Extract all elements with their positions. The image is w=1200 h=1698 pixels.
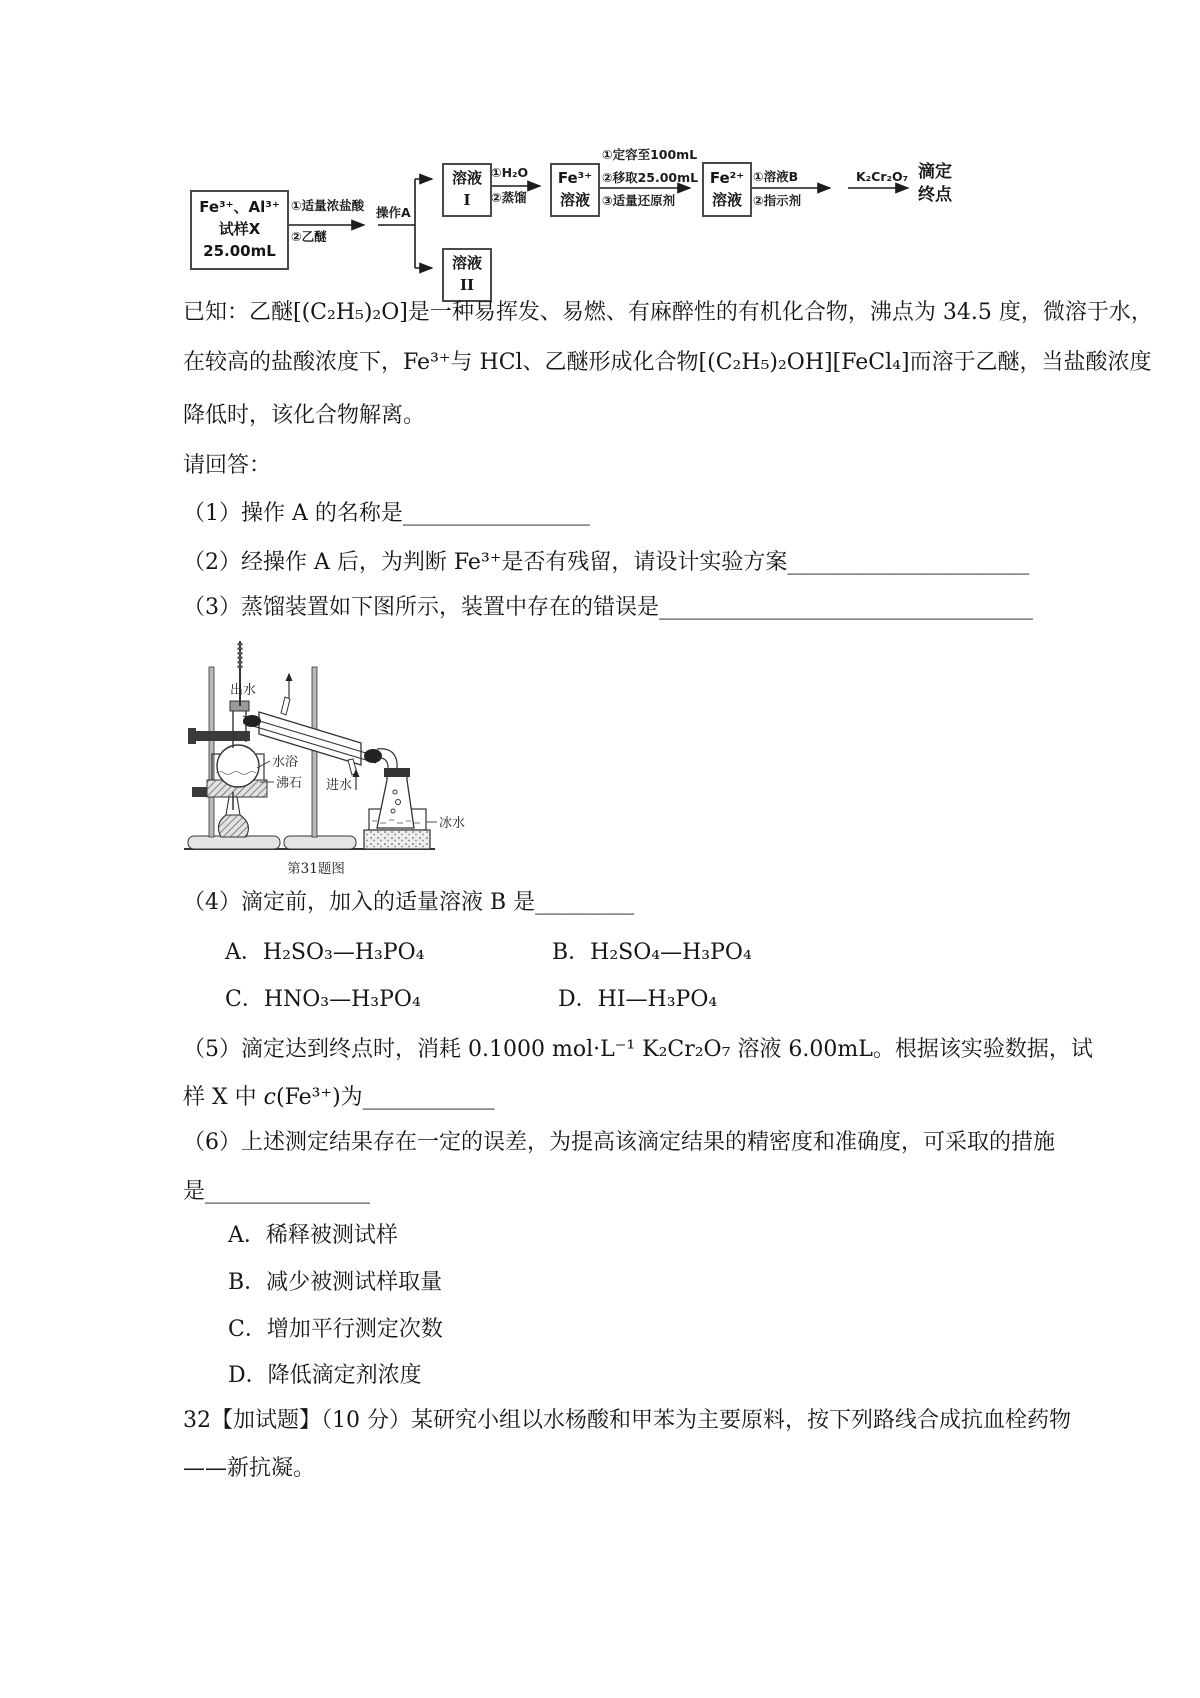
step4-label-below: ②指示剂 — [753, 193, 802, 208]
endpoint-line2: 终点 — [918, 184, 952, 205]
question-32-line1: 32【加试题】（10 分）某研究小组以水杨酸和甲苯为主要原料，按下列路线合成抗血栓药物 — [183, 1408, 1071, 1433]
intro-line3: 降低时，该化合物解离。 — [183, 403, 426, 428]
question-4-option-a: A．H₂SO₃—H₃PO₄ — [225, 940, 425, 965]
water-outlet-tube — [281, 697, 290, 715]
fe2-box-line2: 溶液 — [711, 190, 742, 209]
fe3-box-line1: Fe³⁺ — [557, 169, 593, 188]
question-4-option-c: C．HNO₃—H₃PO₄ — [225, 987, 421, 1012]
distillation-apparatus-svg — [180, 632, 480, 882]
endpoint-line1: 滴定 — [918, 162, 952, 182]
answer-prompt: 请回答： — [183, 453, 272, 478]
fe2-box-line1: Fe²⁺ — [709, 168, 745, 187]
solution1-numeral: I — [463, 191, 471, 209]
sample-box-line2: 试样X — [218, 220, 261, 239]
solution1-label: 溶液 — [451, 169, 482, 188]
question-5-line2 — [183, 1084, 495, 1112]
titration-endpoint-label — [918, 161, 952, 207]
conical-flask-stopper — [384, 768, 410, 777]
fe3-solution-box — [550, 163, 600, 217]
question-6-line1: （6）上述测定结果存在一定的误差，为提高该滴定结果的精密度和准确度，可采取的措施 — [183, 1130, 1056, 1155]
solution2-box — [442, 248, 492, 302]
operation-a-label: 操作A — [376, 205, 411, 220]
step4-label-above: ①溶液B — [753, 169, 799, 184]
step1-label-above: ①适量浓盐酸 — [291, 198, 365, 213]
solution2-label: 溶液 — [451, 254, 482, 273]
water-bath-label: 水浴 — [272, 755, 299, 770]
round-bottom-flask — [217, 745, 259, 787]
solution1-box — [442, 163, 492, 217]
question-6-line2: 是_______________ — [183, 1179, 371, 1204]
question-4-stem: （4）滴定前，加入的适量溶液 B 是_________ — [183, 890, 635, 915]
in-water-label: 进水 — [325, 778, 352, 793]
q5-line2-post: (Fe³⁺)为____________ — [275, 1085, 495, 1110]
question-6-option-d: D．降低滴定剂浓度 — [228, 1363, 422, 1388]
left-stand-rod — [209, 667, 214, 837]
sample-box-line1: Fe³⁺、Al³⁺ — [199, 198, 280, 217]
question-6-option-a: A．稀释被测试样 — [228, 1223, 398, 1248]
step5-label: K₂Cr₂O₇ — [856, 169, 909, 184]
q5-line2-pre: 样 X 中 — [183, 1085, 264, 1110]
conical-flask — [377, 772, 414, 828]
step3-label-2: ②移取25.00mL — [602, 170, 699, 185]
upper-clamp — [193, 731, 250, 741]
step2-label-above: ①H₂O — [491, 165, 529, 180]
figure-caption: 第31题图 — [287, 861, 345, 877]
question-5-line1: （5）滴定达到终点时，消耗 0.1000 mol·L⁻¹ K₂Cr₂O₇ 溶液 6.00mL。根据该实验数据，试 — [183, 1037, 1093, 1062]
fe2-solution-box — [702, 162, 752, 217]
question-1: （1）操作 A 的名称是_________________ — [183, 501, 590, 526]
question-6-option-c: C．增加平行测定次数 — [228, 1317, 443, 1342]
question-32-line2: ——新抗凝。 — [183, 1456, 316, 1481]
question-4-option-d: D．HI—H₃PO₄ — [558, 987, 718, 1012]
out-water-label: 出水 — [229, 683, 256, 698]
solution2-numeral: II — [459, 276, 475, 294]
flowchart — [150, 130, 1070, 310]
ice-block — [364, 830, 430, 849]
adapter-joint — [364, 749, 382, 763]
sample-box — [190, 190, 289, 270]
condenser-joint — [243, 715, 261, 727]
ice-water-label: 冰水 — [439, 816, 466, 831]
distillation-figure — [180, 632, 480, 882]
middle-stand-base — [284, 836, 356, 849]
alcohol-lamp-body — [218, 815, 248, 837]
fe3-box-line2: 溶液 — [559, 191, 590, 209]
question-4-option-b: B．H₂SO₄—H₃PO₄ — [552, 940, 752, 965]
question-3: （3）蒸馏装置如下图所示，装置中存在的错误是__________________________________ — [183, 595, 1033, 620]
left-stand-base — [188, 836, 280, 849]
step3-label-1: ①定容至100mL — [602, 147, 698, 162]
step3-label-3: ③适量还原剂 — [602, 193, 676, 208]
boiling-stones-label: 沸石 — [276, 776, 303, 791]
intro-line1: 已知：乙醚[(C₂H₅)₂O]是一种易挥发、易燃、有麻醉性的有机化合物，沸点为 34.5 度，微溶于水， — [183, 300, 1153, 325]
sample-box-line3: 25.00mL — [203, 241, 276, 260]
question-6-option-b: B．减少被测试样取量 — [228, 1270, 443, 1295]
apparatus-drawing — [184, 641, 437, 849]
step2-label-below: ②蒸馏 — [491, 190, 527, 205]
question-2: （2）经操作 A 后，为判断 Fe³⁺是否有残留，请设计实验方案______________________ — [183, 550, 1030, 575]
intro-line2: 在较高的盐酸浓度下，Fe³⁺与 HCl、乙醚形成化合物[(C₂H₅)₂OH][FeCl₄]而溶于乙醚，当盐酸浓度 — [183, 350, 1152, 375]
step1-label-below: ②乙醚 — [291, 229, 327, 244]
q5-concentration-symbol: c — [263, 1085, 276, 1110]
